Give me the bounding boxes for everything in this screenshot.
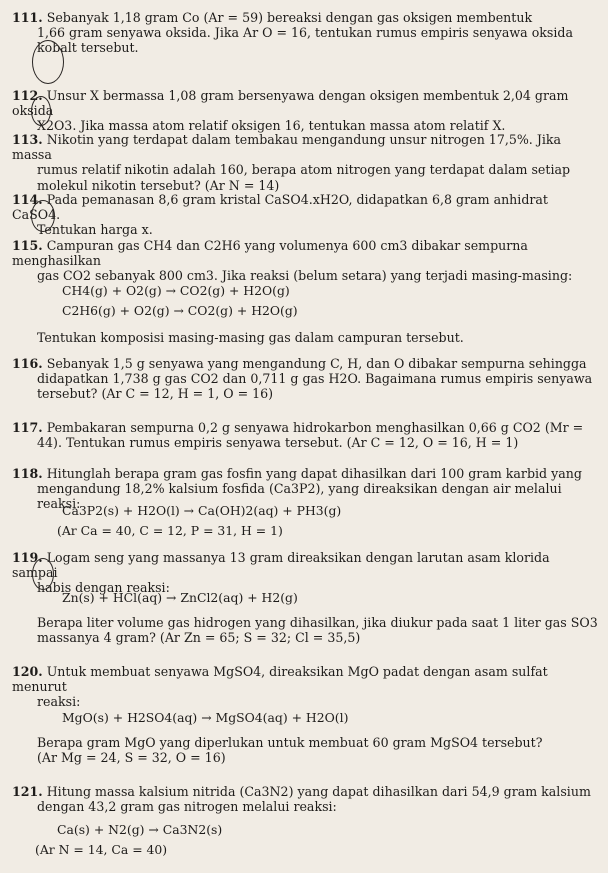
text-line: tersebut? (Ar C = 12, H = 1, O = 16) xyxy=(37,386,274,402)
problem-117 xyxy=(12,420,598,450)
text-line: 44). Tentukan rumus empiris senyawa tersebut. (Ar C = 12, O = 16, H = 1) xyxy=(37,435,519,451)
text-line: massanya 4 gram? (Ar Zn = 65; S = 32; Cl = 35,5) xyxy=(37,630,361,646)
problem-114 xyxy=(12,192,598,238)
text-line: (Ar Mg = 24, S = 32, O = 16) xyxy=(37,750,226,766)
problem-120-question xyxy=(37,735,598,765)
problem-number: 117. xyxy=(12,420,43,435)
hand-drawn-circle xyxy=(32,40,64,84)
text-line: Pada pemanasan 8,6 gram kristal CaSO4.xH2O, didapatkan 6,8 gram anhidrat CaSO4. xyxy=(12,192,548,223)
text-line: reaksi: xyxy=(37,694,81,710)
problem-number: 119. xyxy=(12,550,43,565)
text-line: kobalt tersebut. xyxy=(37,40,139,56)
text-line: habis dengan reaksi: xyxy=(37,580,170,596)
problem-111-line-1 xyxy=(12,10,598,25)
text-line: Nikotin yang terdapat dalam tembakau mengandung unsur nitrogen 17,5%. Jika massa xyxy=(12,132,562,163)
text-line: Logam seng yang massanya 13 gram direaksikan dengan larutan asam klorida sampai xyxy=(12,550,550,581)
equation: C2H6(g) + O2(g) → CO2(g) + H2O(g) xyxy=(62,303,298,318)
problem-number: 121. xyxy=(12,784,43,799)
text-line: Hitunglah berapa gram gas fosfin yang dapat dihasilkan dari 100 gram karbid yang xyxy=(46,466,582,481)
text-line: gas CO2 sebanyak 800 cm3. Jika reaksi (belum setara) yang terjadi masing-masing: xyxy=(37,268,573,284)
problem-number: 112. xyxy=(12,88,43,103)
text-line: mengandung 18,2% kalsium fosfida (Ca3P2), yang direaksikan dengan air melalui reaksi: xyxy=(37,481,562,512)
constants: (Ar Ca = 40, C = 12, P = 31, H = 1) xyxy=(57,523,283,538)
problem-113 xyxy=(12,132,598,193)
problem-112 xyxy=(12,88,598,134)
equation: Ca3P2(s) + H2O(l) → Ca(OH)2(aq) + PH3(g) xyxy=(62,503,342,518)
problem-number: 114. xyxy=(12,192,43,207)
text-line: X2O3. Jika massa atom relatif oksigen 16, tentukan massa atom relatif X. xyxy=(37,118,506,134)
problem-116 xyxy=(12,356,598,402)
text-line: Sebanyak 1,5 g senyawa yang mengandung C, H, dan O dibakar sempurna sehingga xyxy=(46,356,587,371)
problem-119-question xyxy=(37,615,598,645)
constants: (Ar N = 14, Ca = 40) xyxy=(35,842,168,857)
problem-number: 111. xyxy=(12,10,43,25)
text-line: didapatkan 1,738 g gas CO2 dan 0,711 g gas H2O. Bagaimana rumus empiris senyawa xyxy=(37,371,593,387)
problem-120 xyxy=(12,664,598,710)
text-line: molekul nikotin tersebut? (Ar N = 14) xyxy=(37,177,280,193)
text-line: Campuran gas CH4 dan C2H6 yang volumenya 600 cm3 dibakar sempurna menghasilkan xyxy=(12,238,528,269)
text-line: Sebanyak 1,18 gram Co (Ar = 59) bereaksi dengan gas oksigen membentuk xyxy=(46,10,533,25)
problem-number: 118. xyxy=(12,466,43,481)
text-line: Berapa liter volume gas hidrogen yang dihasilkan, jika diukur pada saat 1 liter gas SO3 xyxy=(37,615,598,630)
problem-121 xyxy=(12,784,598,814)
equation: CH4(g) + O2(g) → CO2(g) + H2O(g) xyxy=(62,283,290,298)
problem-number: 116. xyxy=(12,356,43,371)
text-line: Berapa gram MgO yang diperlukan untuk membuat 60 gram MgSO4 tersebut? xyxy=(37,735,543,750)
text-line: rumus relatif nikotin adalah 160, berapa atom nitrogen yang terdapat dalam setiap xyxy=(37,162,571,178)
equation: MgO(s) + H2SO4(aq) → MgSO4(aq) + H2O(l) xyxy=(62,710,349,725)
text-line: Tentukan komposisi masing-masing gas dalam campuran tersebut. xyxy=(37,330,464,345)
problem-115 xyxy=(12,238,598,284)
problem-number: 115. xyxy=(12,238,43,253)
problem-111 xyxy=(12,10,598,56)
problem-number: 113. xyxy=(12,132,43,147)
problem-119 xyxy=(12,550,598,596)
text-line: dengan 43,2 gram gas nitrogen melalui reaksi: xyxy=(37,799,337,815)
text-line: Tentukan harga x. xyxy=(37,222,153,238)
problem-number: 120. xyxy=(12,664,43,679)
hand-drawn-circle xyxy=(31,200,55,232)
equation: Ca(s) + N2(g) → Ca3N2(s) xyxy=(57,822,223,837)
hand-drawn-circle xyxy=(31,96,51,126)
text-line: Untuk membuat senyawa MgSO4, direaksikan MgO padat dengan asam sulfat menurut xyxy=(12,664,548,695)
text-line: 1,66 gram senyawa oksida. Jika Ar O = 16, tentukan rumus empiris senyawa oksida xyxy=(37,25,573,41)
problem-115-question xyxy=(37,330,598,345)
text-line: Hitung massa kalsium nitrida (Ca3N2) yang dapat dihasilkan dari 54,9 gram kalsium xyxy=(46,784,591,799)
equation: Zn(s) + HCl(aq) → ZnCl2(aq) + H2(g) xyxy=(62,590,298,605)
hand-drawn-circle xyxy=(32,558,54,590)
text-line: Unsur X bermassa 1,08 gram bersenyawa dengan oksigen membentuk 2,04 gram oksida xyxy=(12,88,569,119)
text-line: Pembakaran sempurna 0,2 g senyawa hidrokarbon menghasilkan 0,66 g CO2 (Mr = xyxy=(46,420,584,435)
